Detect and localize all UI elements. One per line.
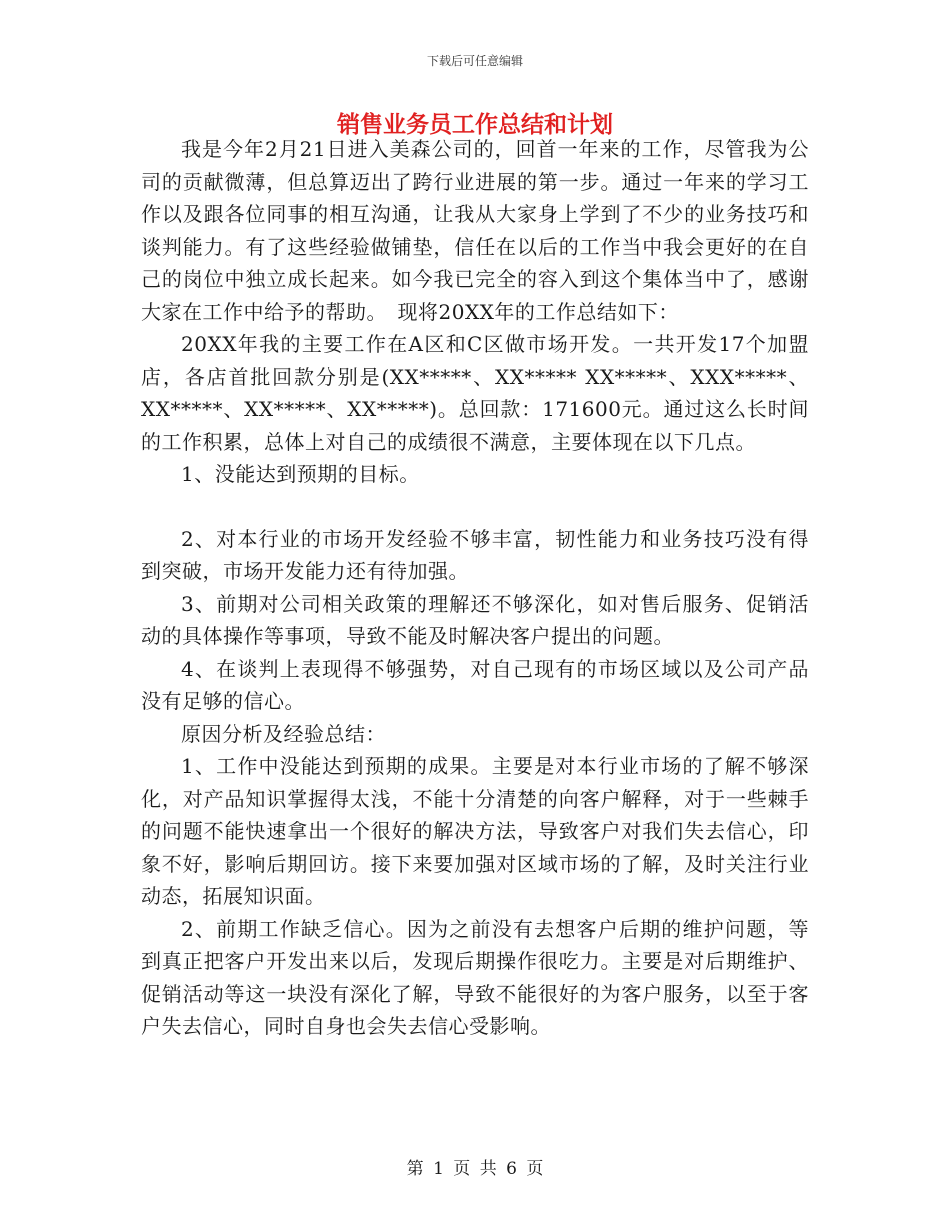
intro-paragraph: 我是今年2月21日进入美森公司的，回首一年来的工作，尽管我为公司的贡献微薄，但总算迈出了跨行业进展的第一步。通过一年来的学习工作以及跟各位同事的相互沟通，让我从大家身上学到了不少的业务技巧和谈判能力。有了这些经验做铺垫，信任在以后的工作当中我会更好的在自己的岗位中独立成长起来。如今我已完全的容入到这个集体当中了，感谢大家在工作中给予的帮助。 现将20XX年的工作总结如下：: [141, 137, 809, 324]
point-1-paragraph: 1、没能达到预期的目标。: [181, 462, 420, 486]
analysis-heading: 原因分析及经验总结：: [181, 721, 386, 746]
blank-line: [141, 491, 809, 523]
point-3-paragraph: 3、前期对公司相关政策的理解还不够深化，如对售后服务、促销活动的具体操作等事项，导致不能及时解决客户提出的问题。: [141, 591, 809, 648]
point-4-paragraph: 4、在谈判上表现得不够强势，对自己现有的市场区域以及公司产品没有足够的信心。: [141, 656, 809, 713]
document-body: [141, 133, 809, 1043]
analysis-2-paragraph: 2、前期工作缺乏信心。因为之前没有去想客户后期的维护问题，等到真正把客户开发出来以后，发现后期操作很吃力。主要是对后期维护、促销活动等这一块没有深化了解，导致不能很好的为客户服务，以至于客户失去信心，同时自身也会失去信心受影响。: [141, 916, 809, 1038]
document-title: 销售业务员工作总结和计划: [337, 112, 613, 138]
header-note: 下载后可任意编辑: [426, 54, 523, 68]
point-2-paragraph: 2、对本行业的市场开发经验不够丰富，韧性能力和业务技巧没有得到突破，市场开发能力还有待加强。: [141, 526, 809, 583]
summary-paragraph: 20XX年我的主要工作在A区和C区做市场开发。一共开发17个加盟店，各店首批回款分别是(XX*****、XX***** XX*****、XXX*****、XX*****、XX*****、XX*****)。总回款：171600元。通过这么长时间的工作积累，总体上对自己的成绩很不满意，主要体现在以下几点。: [141, 332, 809, 454]
analysis-1-paragraph: 1、工作中没能达到预期的成果。主要是对本行业市场的了解不够深化，对产品知识掌握得太浅，不能十分清楚的向客户解释，对于一些棘手的问题不能快速拿出一个很好的解决方法，导致客户对我们失去信心，印象不好，影响后期回访。接下来要加强对区域市场的了解，及时关注行业动态，拓展知识面。: [141, 754, 809, 908]
page-footer: 第 1 页 共 6 页: [406, 1159, 544, 1179]
